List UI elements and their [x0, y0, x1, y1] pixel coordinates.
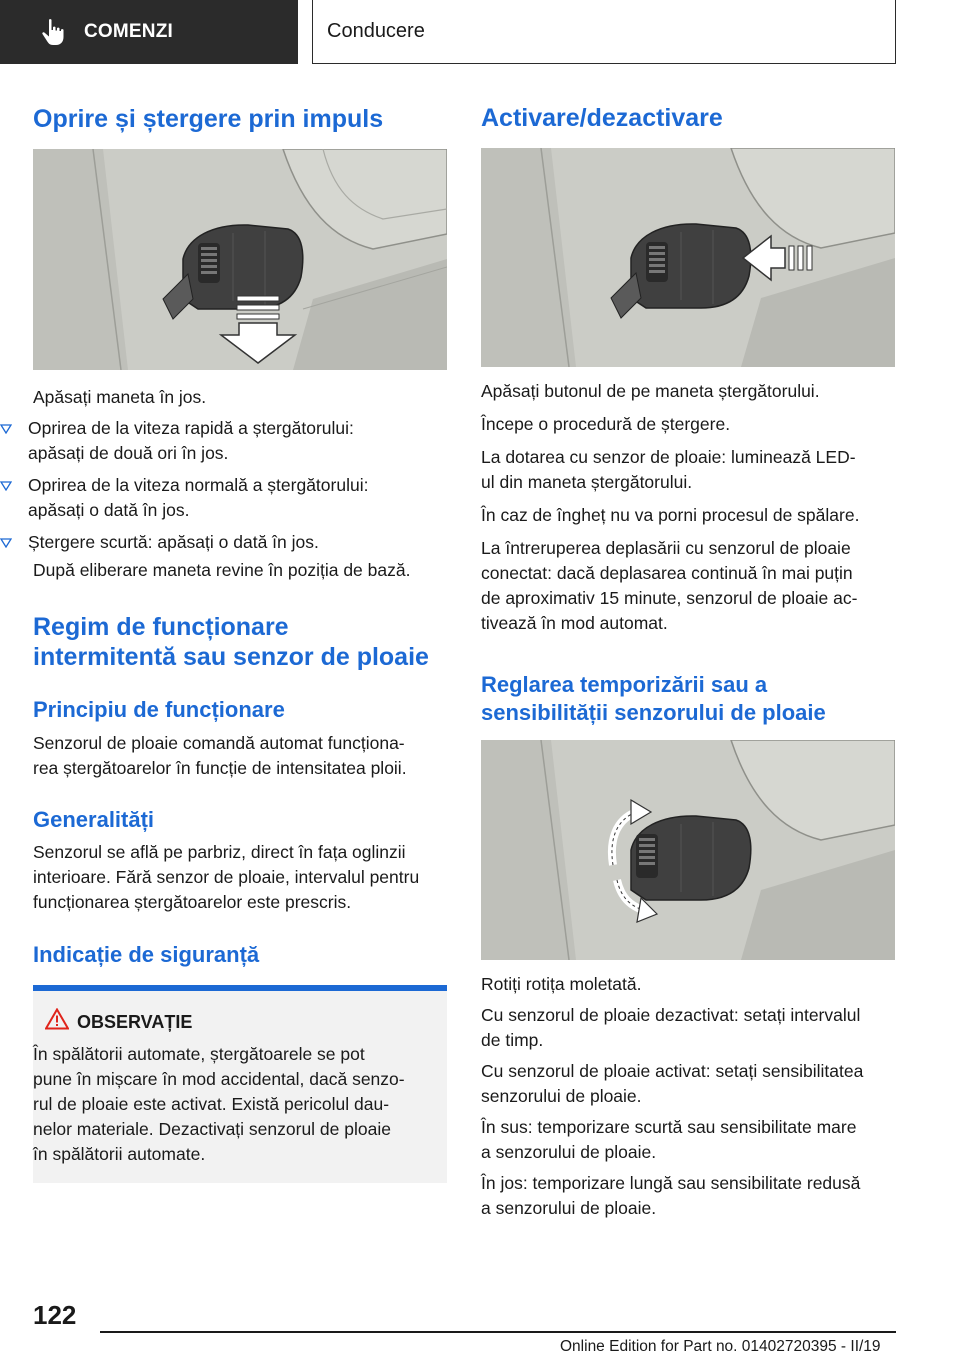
- list-item: Ștergere scurtă: apăsați o dată în jos.: [0, 530, 414, 555]
- section-label: COMENZI: [84, 21, 174, 42]
- text-return-position: După eliberare maneta revine în poziția de bază.: [33, 560, 411, 580]
- illustration-press-button: [481, 148, 895, 367]
- heading-general: Generalități: [33, 807, 155, 832]
- list-item: Oprirea de la viteza rapidă a ștergătorului: apăsați de două ori în jos.: [0, 416, 414, 466]
- chapter-label: Conducere: [327, 20, 425, 42]
- text-principle: Senzorul de ploaie comandă automat funcționa- rea ștergătoarelor în funcție de intensitatea ploii.: [33, 733, 407, 778]
- chapter-header: [312, 0, 896, 64]
- heading-principle: Principiu de funcționare: [33, 697, 285, 722]
- illustration-lever-down: [33, 149, 447, 370]
- heading-intermittent: Regim de funcționare intermitentă sau senzor de ploaie: [33, 613, 429, 671]
- warning-box: [33, 985, 447, 1183]
- heading-stop-wipe: Oprire și ștergere prin impuls: [33, 105, 384, 133]
- triangle-bullet-icon: [0, 481, 12, 491]
- section-tab: [0, 0, 298, 64]
- triangle-bullet-icon: [0, 424, 12, 434]
- warning-title: OBSERVAȚIE: [77, 1012, 193, 1032]
- footer-divider: [100, 1331, 896, 1333]
- heading-adjust-sensitivity: Reglarea temporizării sau a sensibilității senzorului de ploaie: [481, 672, 826, 725]
- heading-activate: Activare/dezactivare: [481, 104, 723, 132]
- warning-triangle-icon: [45, 1008, 69, 1030]
- text-press-lever: Apăsați maneta în jos.: [33, 387, 207, 407]
- text-general: Senzorul se află pe parbriz, direct în fața oglinzii interioare. Fără senzor de ploaie, intervalul pentru funcționarea ștergătoarelor este prescris.: [33, 842, 420, 912]
- triangle-bullet-icon: [0, 538, 12, 548]
- hand-pointer-icon: [40, 18, 66, 46]
- text-activation: Apăsați butonul de pe maneta ștergătorului. Începe o procedură de ștergere. La dotarea cu senzor de ploaie: luminează LED- ul din maneta ștergătorului. În caz de îngheț nu va porni procesul de spălare. La întreruperea deplasării cu senzorul de ploaie conectat: dacă deplasarea continuă în mai puțin de aproximativ 15 minute, senzorul de ploaie ac- tivează în mod automat.: [481, 381, 860, 633]
- text-adjust: Rotiți rotița moletată. Cu senzorul de ploaie dezactivat: setați intervalul de timp. Cu senzorul de ploaie activat: setați sensibilitatea senzorului de ploaie. În sus: temporizare scurtă sau sensibilitate mare a senzorului de ploaie. În jos: temporizare lungă sau sensibilitate redusă a senzorului de ploaie.: [481, 974, 864, 1218]
- list-item: Oprirea de la viteza normală a ștergătorului: apăsați o dată în jos.: [0, 473, 414, 523]
- page-number: 122: [33, 1300, 77, 1330]
- heading-safety: Indicație de siguranță: [33, 942, 260, 967]
- illustration-thumbwheel: [481, 740, 895, 960]
- footer-edition: Online Edition for Part no. 01402720395 - II/19: [560, 1338, 881, 1355]
- warning-text: În spălătorii automate, ștergătoarele se pot pune în mișcare în mod accidental, dacă senzo- rul de ploaie este activat. Există pericolul dau- nelor materiale. Dezactivați senzorul de ploaie în spălătorii automate.: [33, 1044, 405, 1164]
